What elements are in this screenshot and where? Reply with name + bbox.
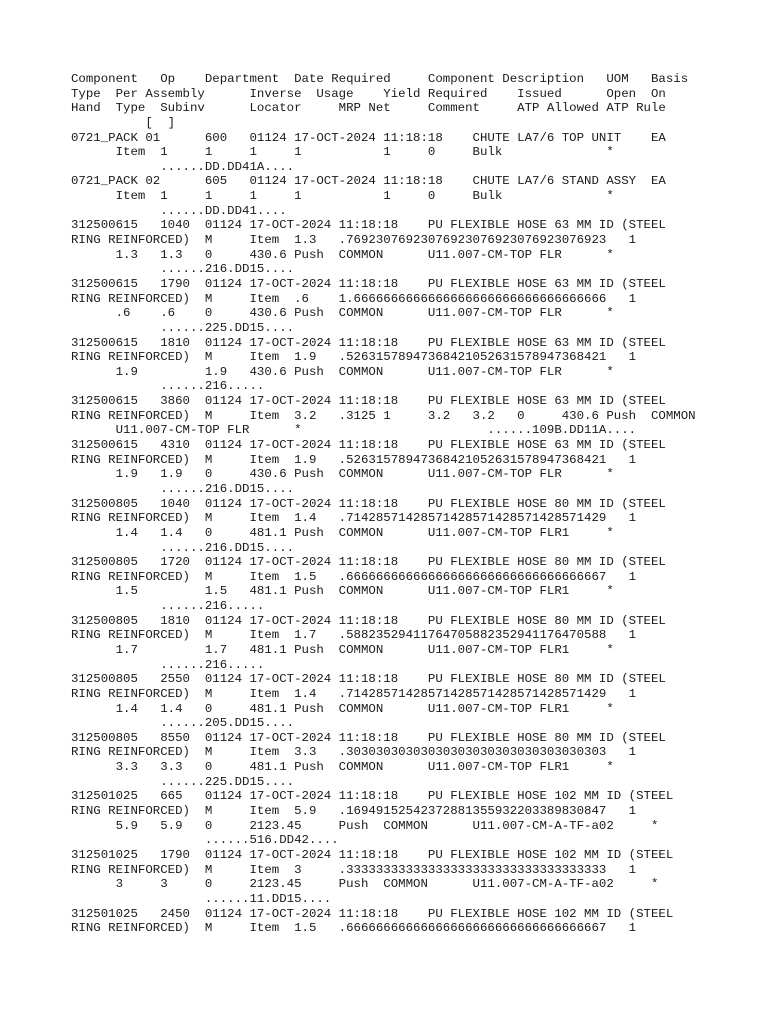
report-line: 312501025 1790 01124 17-OCT-2024 11:18:18 PU FLEXIBLE HOSE 102 MM ID (STEEL — [71, 847, 674, 862]
report-line: ......11.DD15.... — [71, 891, 332, 906]
report-line: 1.7 1.7 481.1 Push COMMON U11.007-CM-TOP FLR1 * — [71, 642, 614, 657]
report-line: 312500805 8550 01124 17-OCT-2024 11:18:18 PU FLEXIBLE HOSE 80 MM ID (STEEL — [71, 730, 666, 745]
header-line-2: Type Per Assembly Inverse Usage Yield Required Issued Open On — [71, 86, 666, 101]
report-line: 312500805 1720 01124 17-OCT-2024 11:18:18 PU FLEXIBLE HOSE 80 MM ID (STEEL — [71, 555, 666, 570]
report-line: ......225.DD15.... — [71, 320, 295, 335]
report-line: RING REINFORCED) M Item 1.4 .71428571428571428571428571428571429 1 — [71, 511, 637, 526]
header-line-3: Hand Type Subinv Locator MRP Net Comment ATP Allowed ATP Rule — [71, 101, 666, 116]
report-listing — [71, 72, 696, 965]
header-line-1: Component Op Department Date Required Component Description UOM Basis — [71, 72, 689, 86]
report-line: RING REINFORCED) M Item 1.5 .66666666666666666666666666666666667 1 — [71, 569, 637, 584]
report-line: RING REINFORCED) M Item 3.2 .3125 1 3.2 3.2 0 430.6 Push COMMON — [71, 408, 696, 423]
report-line: RING REINFORCED) M Item 3 .33333333333333333333333333333333333 1 — [71, 862, 637, 877]
report-line: ......216.DD15.... — [71, 262, 295, 277]
report-line: 312500615 1810 01124 17-OCT-2024 11:18:18 PU FLEXIBLE HOSE 63 MM ID (STEEL — [71, 335, 666, 350]
report-line: 3 3 0 2123.45 Push COMMON U11.007-CM-A-TF-a02 * — [71, 877, 659, 892]
report-line: 312501025 665 01124 17-OCT-2024 11:18:18 PU FLEXIBLE HOSE 102 MM ID (STEEL — [71, 789, 674, 804]
report-line: 1.5 1.5 481.1 Push COMMON U11.007-CM-TOP FLR1 * — [71, 584, 614, 599]
report-line: .6 .6 0 430.6 Push COMMON U11.007-CM-TOP FLR * — [71, 306, 614, 321]
report-line: RING REINFORCED) M Item 1.9 .52631578947368421052631578947368421 1 — [71, 350, 637, 365]
report-line: ......216.DD15.... — [71, 481, 295, 496]
report-line: Item 1 1 1 1 1 0 Bulk * — [71, 145, 614, 160]
report-line: 0721_PACK 01 600 01124 17-OCT-2024 11:18:18 CHUTE LA7/6 TOP UNIT EA — [71, 130, 666, 145]
report-line: RING REINFORCED) M Item 1.9 .52631578947368421052631578947368421 1 — [71, 452, 637, 467]
report-line: RING REINFORCED) M Item 1.4 .71428571428571428571428571428571429 1 — [71, 686, 637, 701]
report-line: ......216..... — [71, 657, 265, 672]
report-line — [71, 950, 696, 965]
report-line: RING REINFORCED) M Item .6 1.6666666666666666666666666666666666 1 — [71, 291, 637, 306]
report-line: 1.9 1.9 0 430.6 Push COMMON U11.007-CM-TOP FLR * — [71, 467, 614, 482]
report-line: ......205.DD15.... — [71, 716, 295, 731]
report-line: 5.9 5.9 0 2123.45 Push COMMON U11.007-CM-A-TF-a02 * — [71, 818, 659, 833]
report-line: 312500615 1040 01124 17-OCT-2024 11:18:18 PU FLEXIBLE HOSE 63 MM ID (STEEL — [71, 218, 666, 233]
report-line: U11.007-CM-TOP FLR * ......109B.DD11A.... — [71, 423, 637, 438]
report-line: 1.4 1.4 0 481.1 Push COMMON U11.007-CM-TOP FLR1 * — [71, 701, 614, 716]
report-line: 3.3 3.3 0 481.1 Push COMMON U11.007-CM-TOP FLR1 * — [71, 760, 614, 775]
report-line: 1.4 1.4 0 481.1 Push COMMON U11.007-CM-TOP FLR1 * — [71, 525, 614, 540]
report-line: ......216..... — [71, 379, 265, 394]
report-line: Item 1 1 1 1 1 0 Bulk * — [71, 189, 614, 204]
report-line: 312500805 1040 01124 17-OCT-2024 11:18:18 PU FLEXIBLE HOSE 80 MM ID (STEEL — [71, 496, 666, 511]
report-line: 312500805 2550 01124 17-OCT-2024 11:18:18 PU FLEXIBLE HOSE 80 MM ID (STEEL — [71, 672, 666, 687]
report-line: ......DD.DD41A.... — [71, 159, 295, 174]
report-line: 312501025 2450 01124 17-OCT-2024 11:18:18 PU FLEXIBLE HOSE 102 MM ID (STEEL — [71, 906, 674, 921]
report-line: RING REINFORCED) M Item 3.3 .30303030303030303030303030303030303 1 — [71, 745, 637, 760]
report-line: ......516.DD42.... — [71, 833, 339, 848]
report-line: RING REINFORCED) M Item 1.5 .66666666666666666666666666666666667 1 — [71, 921, 637, 936]
report-line: 312500615 4310 01124 17-OCT-2024 11:18:18 PU FLEXIBLE HOSE 63 MM ID (STEEL — [71, 438, 666, 453]
report-line: ......216..... — [71, 599, 265, 614]
report-line: ......216.DD15.... — [71, 540, 295, 555]
report-line: RING REINFORCED) M Item 1.7 .58823529411764705882352941176470588 1 — [71, 628, 637, 643]
header-line-4: [ ] — [71, 115, 176, 130]
report-line: ......DD.DD41.... — [71, 203, 287, 218]
report-line — [71, 936, 696, 951]
report-line: RING REINFORCED) M Item 5.9 .16949152542372881355932203389830847 1 — [71, 804, 637, 819]
report-line: 1.3 1.3 0 430.6 Push COMMON U11.007-CM-TOP FLR * — [71, 247, 614, 262]
report-line: 312500805 1810 01124 17-OCT-2024 11:18:18 PU FLEXIBLE HOSE 80 MM ID (STEEL — [71, 613, 666, 628]
report-line: 0721_PACK 02 605 01124 17-OCT-2024 11:18:18 CHUTE LA7/6 STAND ASSY EA — [71, 174, 666, 189]
report-line: 1.9 1.9 430.6 Push COMMON U11.007-CM-TOP FLR * — [71, 364, 614, 379]
report-line: RING REINFORCED) M Item 1.3 .76923076923076923076923076923076923 1 — [71, 233, 637, 248]
report-line: 312500615 3860 01124 17-OCT-2024 11:18:18 PU FLEXIBLE HOSE 63 MM ID (STEEL — [71, 394, 666, 409]
report-line: ......225.DD15.... — [71, 774, 295, 789]
report-line: 312500615 1790 01124 17-OCT-2024 11:18:18 PU FLEXIBLE HOSE 63 MM ID (STEEL — [71, 276, 666, 291]
